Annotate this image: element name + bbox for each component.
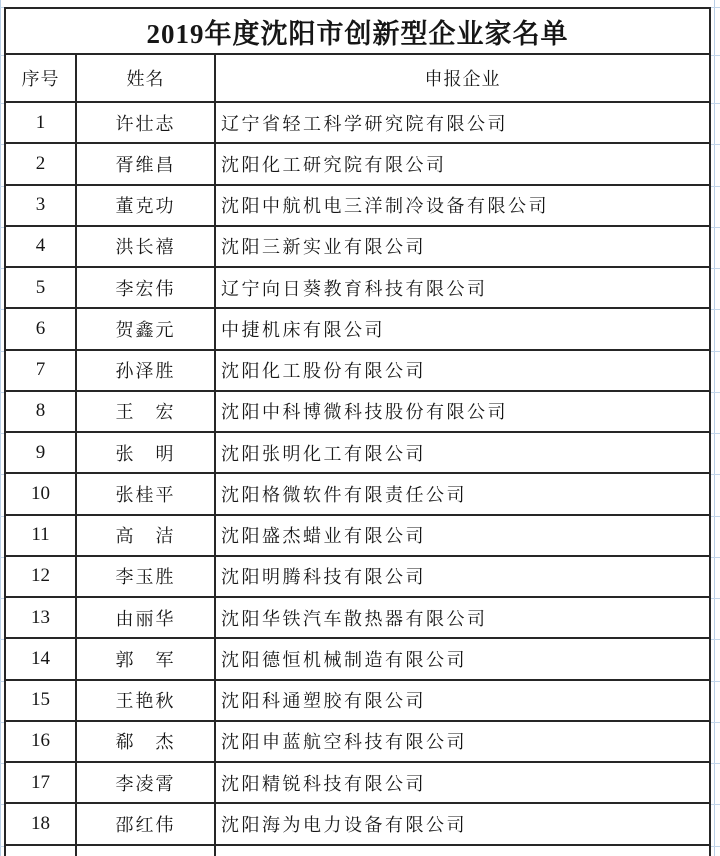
spreadsheet-gridline [711,474,720,475]
spreadsheet-gridline [711,433,720,434]
serial-cell: 16 [6,722,77,761]
partial-next-row [6,846,709,856]
company-cell: 沈阳格微软件有限责任公司 [221,484,467,505]
serial-cell: 14 [6,639,77,678]
name-cell: 洪长禧 [77,227,216,266]
title-row [6,9,709,55]
spreadsheet-gridline [711,763,720,764]
spreadsheet-gridline [0,722,4,723]
col-header-name: 姓名 [77,55,216,101]
serial-cell [6,846,77,856]
serial-cell: 10 [6,474,77,513]
spreadsheet-gridline [0,268,4,269]
table-row [6,351,709,392]
page-title: 2019年度沈阳市创新型企业家名单 [146,18,569,49]
spreadsheet-gridline [0,351,4,352]
serial-cell: 11 [6,516,77,555]
serial-cell: 4 [6,227,77,266]
serial-cell: 13 [6,598,77,637]
spreadsheet-gridline [711,639,720,640]
name-cell: 孙泽胜 [77,351,216,390]
serial-cell: 6 [6,309,77,348]
name-cell: 董克功 [77,186,216,225]
serial-cell: 18 [6,804,77,843]
name-cell: 张 明 [77,433,216,472]
company-cell: 沈阳德恒机械制造有限公司 [221,649,467,670]
spreadsheet-gridline [0,474,4,475]
serial-cell: 15 [6,681,77,720]
spreadsheet-gridline [711,309,720,310]
serial-cell: 3 [6,186,77,225]
spreadsheet-gridline [711,557,720,558]
company-cell: 沈阳化工股份有限公司 [221,361,426,382]
spreadsheet-gridline [711,186,720,187]
spreadsheet-gridline [0,227,4,228]
company-cell: 沈阳精锐科技有限公司 [221,773,426,794]
spreadsheet-gridline [0,0,1,856]
company-cell [216,846,709,856]
table-row [6,392,709,433]
spreadsheet-gridline [0,392,4,393]
name-cell: 郭 军 [77,639,216,678]
company-cell: 沈阳中航机电三洋制冷设备有限公司 [221,196,549,217]
table-body [6,103,709,846]
name-cell: 邵红伟 [77,804,216,843]
company-cell: 沈阳明腾科技有限公司 [221,567,426,588]
spreadsheet-gridline [0,846,4,847]
table-row [6,722,709,763]
table-row [6,516,709,557]
company-cell: 沈阳申蓝航空科技有限公司 [221,732,467,753]
table-row [6,598,709,639]
spreadsheet-gridline [0,55,4,56]
name-cell: 张桂平 [77,474,216,513]
spreadsheet-gridline [711,846,720,847]
company-cell: 沈阳中科博微科技股份有限公司 [221,402,508,423]
serial-cell: 9 [6,433,77,472]
company-cell: 中捷机床有限公司 [221,319,385,340]
serial-cell: 1 [6,103,77,142]
roster-table [4,7,711,856]
spreadsheet-gridline [0,186,4,187]
spreadsheet-gridline [711,392,720,393]
spreadsheet-gridline [711,598,720,599]
spreadsheet-gridline [714,0,715,856]
col-header-no: 序号 [6,55,77,101]
spreadsheet-gridline [0,804,4,805]
spreadsheet-gridline [711,268,720,269]
spreadsheet-gridline [711,722,720,723]
name-cell [77,846,216,856]
serial-cell: 17 [6,763,77,802]
name-cell: 贺鑫元 [77,309,216,348]
serial-cell: 2 [6,144,77,183]
table-row [6,144,709,185]
serial-cell: 7 [6,351,77,390]
spreadsheet-gridline [0,103,4,104]
name-cell: 由丽华 [77,598,216,637]
spreadsheet-gridline [0,7,4,8]
serial-cell: 12 [6,557,77,596]
spreadsheet-gridline [711,7,720,8]
spreadsheet-gridline [711,804,720,805]
table-row [6,804,709,845]
name-cell: 李凌霄 [77,763,216,802]
name-cell: 李玉胜 [77,557,216,596]
company-cell: 辽宁向日葵教育科技有限公司 [221,278,488,299]
spreadsheet-gridline [711,227,720,228]
table-row [6,681,709,722]
spreadsheet-gridline [0,681,4,682]
name-cell: 许壮志 [77,103,216,142]
table-row [6,309,709,350]
company-cell: 沈阳盛杰蜡业有限公司 [221,526,426,547]
spreadsheet-gridline [711,516,720,517]
table-row [6,639,709,680]
table-row [6,186,709,227]
spreadsheet-gridline [711,55,720,56]
name-cell: 王 宏 [77,392,216,431]
table-row [6,103,709,144]
table-row [6,763,709,804]
col-header-company: 申报企业 [424,69,501,89]
spreadsheet-gridline [711,144,720,145]
company-cell: 沈阳张明化工有限公司 [221,443,426,464]
table-row [6,227,709,268]
serial-cell: 5 [6,268,77,307]
spreadsheet-gridline [711,351,720,352]
spreadsheet-gridline [0,598,4,599]
table-row [6,557,709,598]
spreadsheet-gridline [0,433,4,434]
company-cell: 沈阳化工研究院有限公司 [221,154,447,175]
spreadsheet-gridline [0,763,4,764]
header-row [6,55,709,103]
name-cell: 高 洁 [77,516,216,555]
company-cell: 辽宁省轻工科学研究院有限公司 [221,113,508,134]
company-cell: 沈阳科通塑胶有限公司 [221,691,426,712]
spreadsheet-gridline [0,516,4,517]
serial-cell: 8 [6,392,77,431]
company-cell: 沈阳华铁汽车散热器有限公司 [221,608,488,629]
company-cell: 沈阳三新实业有限公司 [221,237,426,258]
table-row [6,268,709,309]
spreadsheet-gridline [0,144,4,145]
spreadsheet-gridline [711,681,720,682]
table-row [6,433,709,474]
spreadsheet-gridline [0,639,4,640]
company-cell: 沈阳海为电力设备有限公司 [221,814,467,835]
name-cell: 郗 杰 [77,722,216,761]
name-cell: 胥维昌 [77,144,216,183]
table-row [6,474,709,515]
spreadsheet-gridline [0,309,4,310]
name-cell: 王艳秋 [77,681,216,720]
name-cell: 李宏伟 [77,268,216,307]
spreadsheet-gridline [711,103,720,104]
spreadsheet-gridline [0,557,4,558]
